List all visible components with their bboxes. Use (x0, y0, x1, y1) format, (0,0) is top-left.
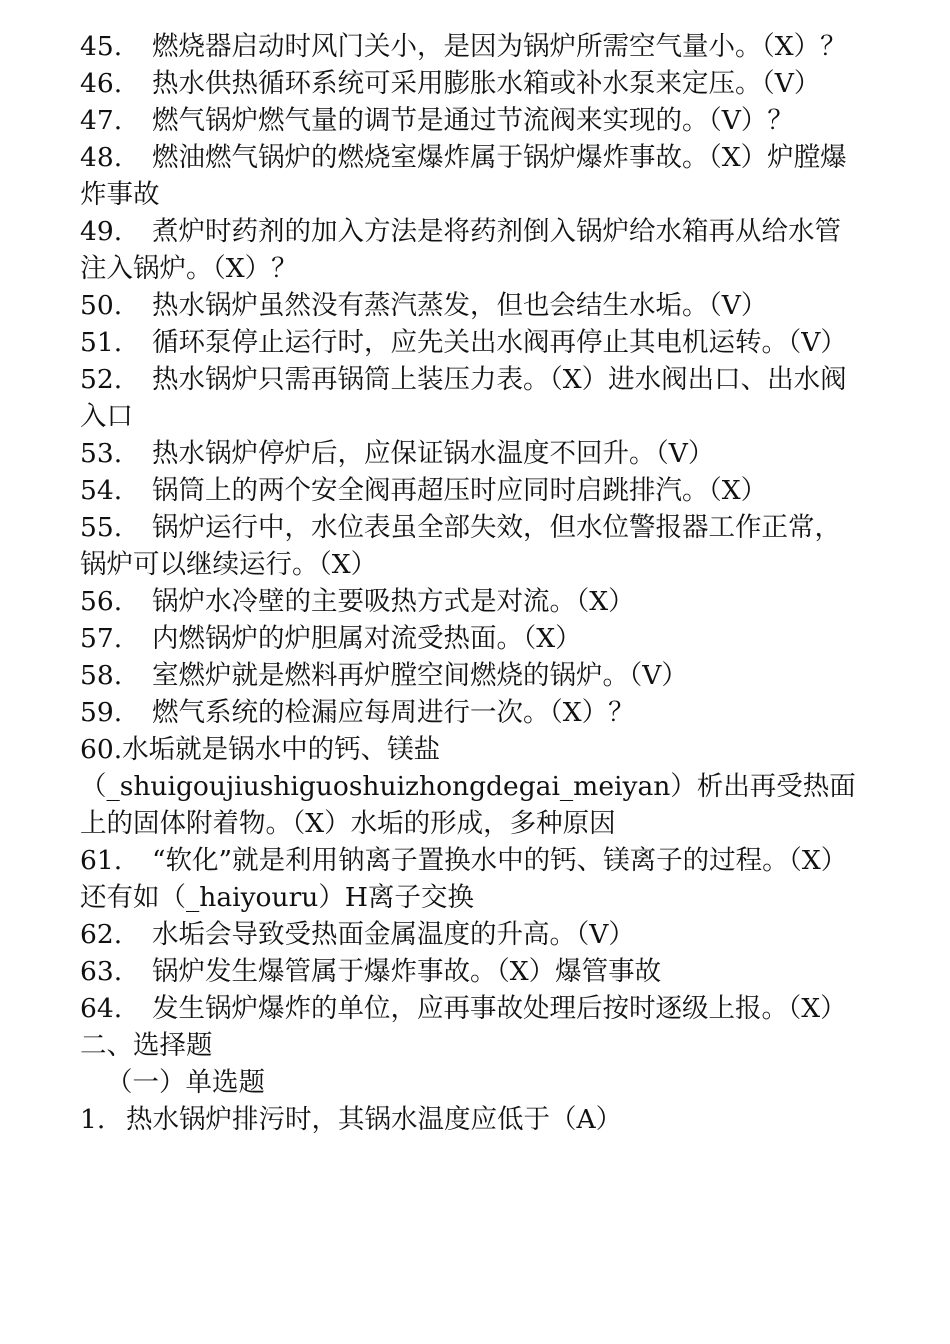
item-52: 52. 热水锅炉只需再锅筒上装压力表。（X）进水阀出口、出水阀入口 (80, 364, 847, 432)
item-61: 61. “软化”就是利用钠离子置换水中的钙、镁离子的过程。（X）还有如（_haiyouru）H离子交换 (80, 845, 848, 913)
section-title: 二、选择题 (80, 1030, 213, 1061)
subsection-title: （一）单选题 (106, 1067, 265, 1098)
item-63: 63. 锅炉发生爆管属于爆炸事故。（X）爆管事故 (80, 956, 662, 987)
item-55: 55. 锅炉运行中，水位表虽全部失效，但水位警报器工作正常，锅炉可以继续运行。（X） (80, 512, 841, 580)
question-1: 1. 热水锅炉排污时，其锅水温度应低于（A） (80, 1104, 623, 1135)
document-page (80, 28, 865, 1138)
item-51: 51. 循环泵停止运行时，应先关出水阀再停止其电机运转。（V） (80, 327, 847, 358)
item-56: 56. 锅炉水冷壁的主要吸热方式是对流。（X） (80, 586, 635, 617)
item-53: 53. 热水锅炉停炉后，应保证锅水温度不回升。（V） (80, 438, 715, 469)
item-50: 50. 热水锅炉虽然没有蒸汽蒸发，但也会结生水垢。（V） (80, 290, 768, 321)
item-46: 46. 热水供热循环系统可采用膨胀水箱或补水泵来定压。（V） (80, 68, 821, 99)
item-62: 62. 水垢会导致受热面金属温度的升高。（V） (80, 919, 635, 950)
item-64: 64. 发生锅炉爆炸的单位，应再事故处理后按时逐级上报。（X） (80, 993, 847, 1024)
item-49: 49. 煮炉时药剂的加入方法是将药剂倒入锅炉给水箱再从给水管注入锅炉。（X）？ (80, 216, 841, 284)
item-59: 59. 燃气系统的检漏应每周进行一次。（X）？ (80, 697, 635, 728)
item-48: 48. 燃油燃气锅炉的燃烧室爆炸属于锅炉爆炸事故。（X）炉膛爆炸事故 (80, 142, 847, 210)
item-60: 60.水垢就是锅水中的钙、镁盐 （_shuigoujiushiguoshuizhongdegai_meiyan）析出再受热面上的固体附着物。（X）水垢的形成，多种原因 (80, 734, 856, 839)
item-58: 58. 室燃炉就是燃料再炉膛空间燃烧的锅炉。（V） (80, 660, 688, 691)
item-54: 54. 锅筒上的两个安全阀再超压时应同时启跳排汽。（X） (80, 475, 768, 506)
item-47: 47. 燃气锅炉燃气量的调节是通过节流阀来实现的。（V）？ (80, 105, 794, 136)
item-45: 45. 燃烧器启动时风门关小，是因为锅炉所需空气量小。（X）？ (80, 31, 847, 62)
item-57: 57. 内燃锅炉的炉胆属对流受热面。（X） (80, 623, 582, 654)
